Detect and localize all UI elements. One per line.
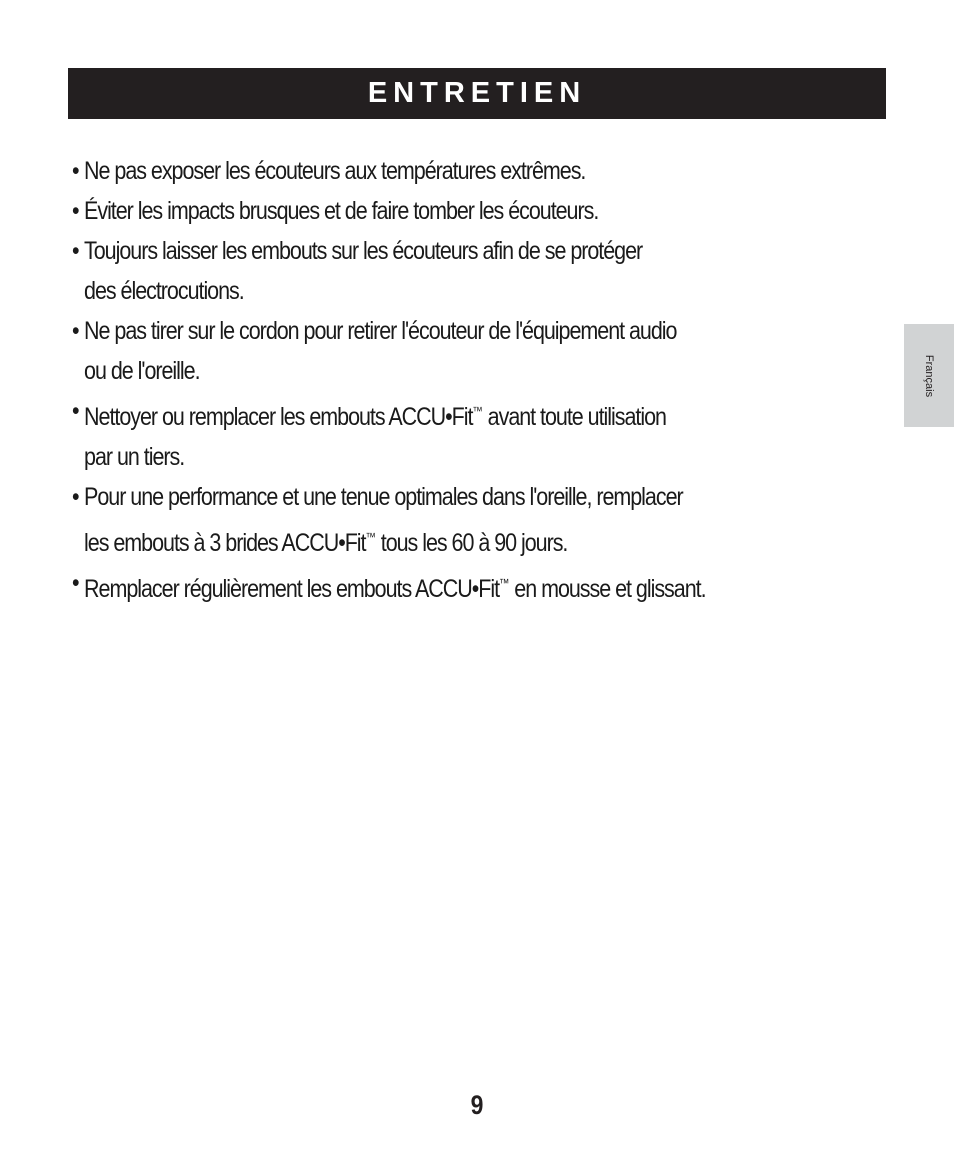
list-item-text: Nettoyer ou remplacer les embouts ACCU•Fit bbox=[84, 403, 473, 431]
list-item-text: Ne pas exposer les écouteurs aux températures extrêmes. bbox=[84, 157, 586, 185]
page-number: 9 bbox=[470, 1090, 484, 1120]
section-title: ENTRETIEN bbox=[367, 77, 587, 109]
maintenance-instructions-list bbox=[72, 151, 872, 609]
trademark-symbol: ™ bbox=[499, 576, 510, 590]
list-item-text-after-tm: avant toute utilisation bbox=[482, 403, 666, 431]
list-item-text-continued: ou de l'oreille. bbox=[84, 357, 200, 385]
list-item-text-after-tm: tous les 60 à 90 jours. bbox=[375, 529, 568, 557]
list-item-text-after-tm: en mousse et glissant. bbox=[509, 575, 706, 603]
list-item-text: Toujours laisser les embouts sur les écouteurs afin de se protéger bbox=[84, 237, 643, 265]
list-item bbox=[72, 391, 884, 477]
list-item-text: Pour une performance et une tenue optimales dans l'oreille, remplacer bbox=[84, 483, 683, 511]
trademark-symbol: ™ bbox=[472, 404, 483, 418]
bullet-mark: • bbox=[72, 317, 79, 345]
list-item-text-continued: par un tiers. bbox=[84, 443, 185, 471]
language-label: Français bbox=[923, 354, 935, 397]
list-item-text: Remplacer régulièrement les embouts ACCU•Fit bbox=[84, 575, 500, 603]
list-item bbox=[72, 311, 884, 391]
bullet-mark: • bbox=[72, 237, 79, 265]
list-item bbox=[72, 477, 884, 563]
trademark-symbol: ™ bbox=[365, 530, 376, 544]
bullet-mark: • bbox=[72, 483, 79, 511]
list-item-text: Éviter les impacts brusques et de faire tomber les écouteurs. bbox=[84, 197, 599, 225]
list-item bbox=[72, 563, 884, 609]
list-item-text-continued: des électrocutions. bbox=[84, 277, 244, 305]
bullet-mark: • bbox=[72, 197, 79, 225]
list-item-text: Ne pas tirer sur le cordon pour retirer l'écouteur de l'équipement audio bbox=[84, 317, 677, 345]
bullet-mark: • bbox=[72, 569, 79, 597]
list-item bbox=[72, 191, 884, 231]
bullet-mark: • bbox=[72, 397, 79, 425]
language-side-tab bbox=[904, 324, 954, 427]
list-item bbox=[72, 151, 884, 191]
list-item bbox=[72, 231, 884, 311]
bullet-mark: • bbox=[72, 157, 79, 185]
list-item-text-continued: les embouts à 3 brides ACCU•Fit bbox=[84, 529, 366, 557]
section-header-bar bbox=[68, 68, 886, 119]
